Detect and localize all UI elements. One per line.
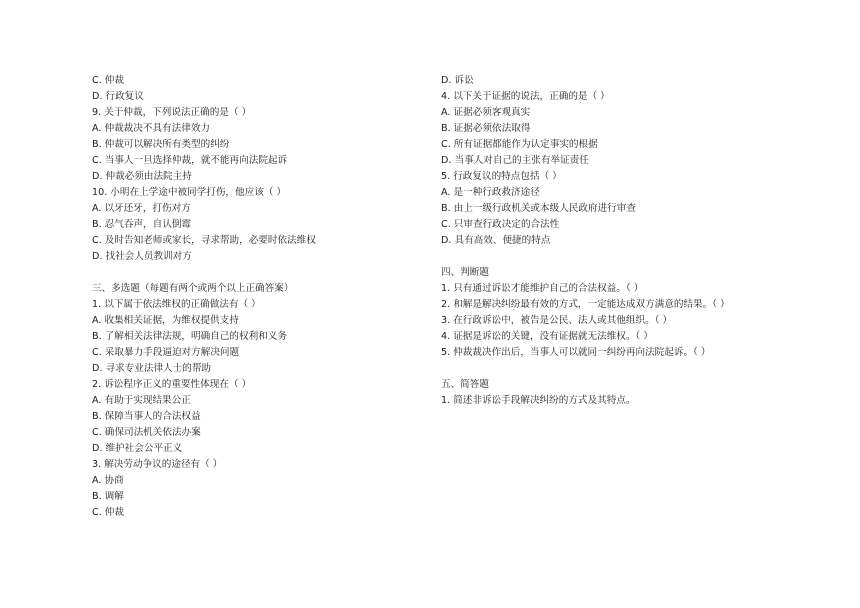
blank-line (441, 249, 771, 265)
answer-option: B. 忍气吞声，自认倒霉 (92, 219, 192, 230)
answer-option: C. 所有证据都能作为认定事实的根据 (441, 139, 598, 150)
blank-line (92, 265, 422, 281)
answer-option: D. 维护社会公平正义 (92, 443, 183, 454)
answer-option: C. 及时告知老师或家长，寻求帮助，必要时依法维权 (92, 235, 316, 246)
answer-option: A. 是一种行政救济途径 (441, 187, 540, 198)
question-text: 2. 和解是解决纠纷最有效的方式，一定能达成双方满意的结果。（ ） (441, 299, 730, 310)
answer-option: C. 仲裁 (92, 75, 124, 86)
question-text: 2. 诉讼程序正义的重要性体现在（ ） (92, 379, 252, 390)
answer-option: C. 采取暴力手段逼迫对方解决问题 (92, 347, 240, 358)
answer-option: D. 找社会人员教训对方 (92, 251, 192, 262)
answer-option: B. 证据必须依法取得 (441, 123, 531, 134)
answer-option: D. 仲裁必须由法院主持 (92, 171, 192, 182)
right-column (441, 73, 771, 409)
answer-option: A. 以牙还牙，打伤对方 (92, 203, 191, 214)
answer-option: C. 当事人一旦选择仲裁，就不能再向法院起诉 (92, 155, 288, 166)
answer-option: A. 协商 (92, 475, 124, 486)
answer-option: B. 了解相关法律法规，明确自己的权利和义务 (92, 331, 287, 342)
question-text: 1. 只有通过诉讼才能维护自己的合法权益。（ ） (441, 283, 644, 294)
answer-option: C. 确保司法机关依法办案 (92, 427, 201, 438)
question-text: 3. 在行政诉讼中，被告是公民、法人或其他组织。（ ） (441, 315, 673, 326)
question-text: 5. 行政复议的特点包括（ ） (441, 171, 562, 182)
blank-line (441, 361, 771, 377)
question-text: 10. 小明在上学途中被同学打伤，他应该（ ） (92, 187, 287, 198)
section-heading: 四、判断题 (441, 267, 489, 278)
left-column (92, 73, 422, 521)
answer-option: D. 具有高效、便捷的特点 (441, 235, 551, 246)
answer-option: C. 仲裁 (92, 507, 124, 518)
answer-option: B. 保障当事人的合法权益 (92, 411, 201, 422)
answer-option: A. 收集相关证据，为维权提供支持 (92, 315, 239, 326)
question-text: 4. 以下关于证据的说法，正确的是（ ） (441, 91, 610, 102)
answer-option: D. 当事人对自己的主张有举证责任 (441, 155, 589, 166)
answer-option: B. 仲裁可以解决所有类型的纠纷 (92, 139, 230, 150)
answer-option: A. 仲裁裁决不具有法律效力 (92, 123, 211, 134)
answer-option: A. 有助于实现结果公正 (92, 395, 191, 406)
question-text: 9. 关于仲裁，下列说法正确的是（ ） (92, 107, 252, 118)
question-text: 3. 解决劳动争议的途径有（ ） (92, 459, 223, 470)
answer-option: C. 只审查行政决定的合法性 (441, 219, 560, 230)
section-heading: 五、简答题 (441, 379, 489, 390)
question-text: 4. 证据是诉讼的关键，没有证据就无法维权。（ ） (441, 331, 653, 342)
question-text: 5. 仲裁裁决作出后，当事人可以就同一纠纷再向法院起诉。（ ） (441, 347, 711, 358)
question-text: 1. 简述非诉讼手段解决纠纷的方式及其特点。 (441, 395, 636, 406)
answer-option: D. 寻求专业法律人士的帮助 (92, 363, 212, 374)
answer-option: A. 证据必须客观真实 (441, 107, 531, 118)
answer-option: D. 诉讼 (441, 75, 474, 86)
answer-option: B. 由上一级行政机关或本级人民政府进行审查 (441, 203, 636, 214)
section-heading: 三、多选题（每题有两个或两个以上正确答案） (92, 283, 294, 294)
answer-option: B. 调解 (92, 491, 124, 502)
answer-option: D. 行政复议 (92, 91, 144, 102)
question-text: 1. 以下属于依法维权的正确做法有（ ） (92, 299, 261, 310)
